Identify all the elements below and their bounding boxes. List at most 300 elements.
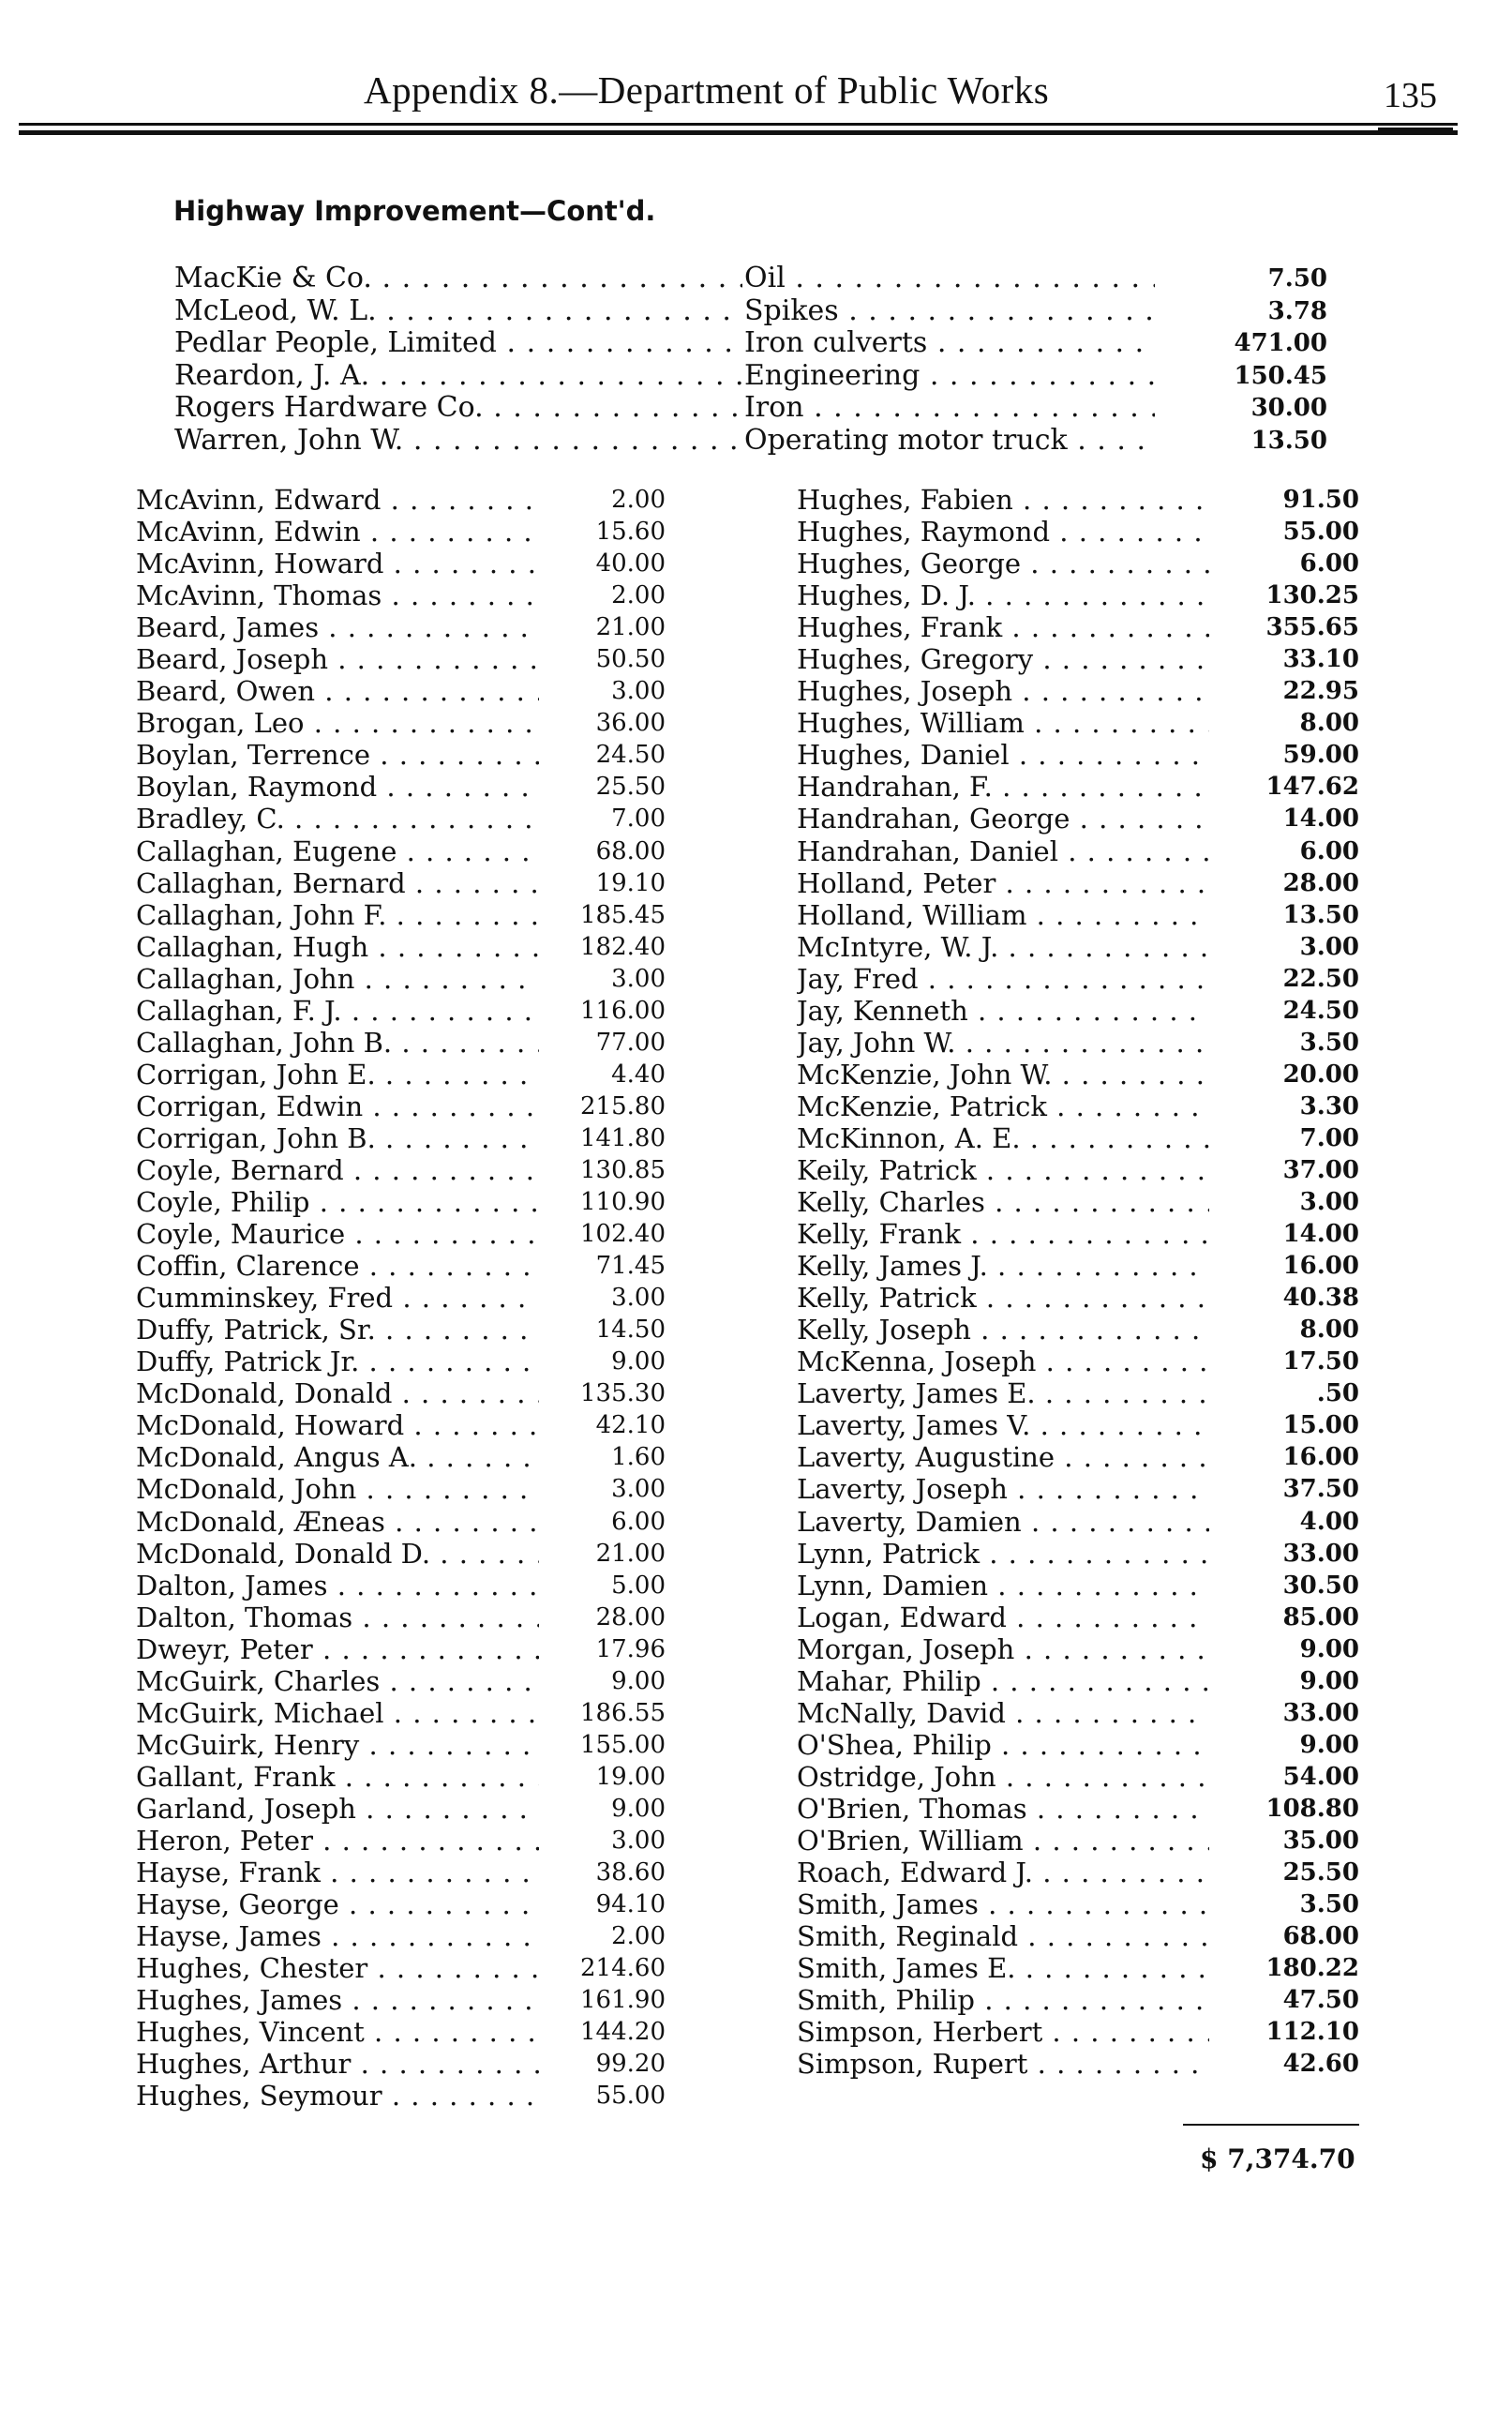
header-rule-accent (1378, 128, 1453, 135)
worker-row (136, 1697, 698, 1729)
worker-amount: 47.50 (1282, 1986, 1359, 2015)
worker-name: O'Brien, William . . . (797, 1825, 1209, 1857)
worker-amount: 21.00 (595, 1539, 666, 1568)
worker-amount: 68.00 (1282, 1922, 1359, 1951)
worker-amount: 5.00 (611, 1571, 666, 1600)
worker-amount: 6.00 (1299, 549, 1359, 579)
worker-name: Holland, William . . . (797, 899, 1209, 931)
worker-name: Kelly, Frank . . . (797, 1218, 1209, 1250)
worker-row (797, 1729, 1359, 1761)
worker-row (136, 579, 698, 611)
worker-amount: 2.00 (611, 486, 666, 514)
worker-name: Kelly, Patrick . . . (797, 1282, 1209, 1314)
worker-amount: 3.00 (611, 964, 666, 993)
contractor-row (174, 392, 1374, 425)
worker-name: Hughes, James . . . (136, 1984, 539, 2016)
worker-name: McKenzie, John W. . . . (797, 1059, 1209, 1090)
worker-amount: 85.00 (1282, 1602, 1359, 1632)
worker-row (136, 1346, 698, 1377)
worker-amount: 3.00 (1299, 1188, 1359, 1217)
worker-row (136, 484, 698, 516)
worker-name: Kelly, Charles . . . (797, 1186, 1209, 1218)
worker-name: Lynn, Patrick . . . (797, 1538, 1209, 1570)
worker-row (136, 1314, 698, 1346)
worker-row (136, 963, 698, 995)
worker-row (136, 611, 698, 643)
worker-name: Laverty, Augustine . . . (797, 1441, 1209, 1473)
page-header-title: Appendix 8.—Department of Public Works (364, 68, 1050, 112)
worker-row (136, 1665, 698, 1697)
worker-amount: 3.50 (1299, 1890, 1359, 1919)
worker-name: Callaghan, Eugene . . . (136, 835, 539, 867)
worker-amount: 130.25 (1265, 581, 1359, 610)
worker-amount: 19.10 (595, 868, 666, 897)
worker-row (136, 516, 698, 548)
worker-row (136, 995, 698, 1027)
worker-name: Smith, James . . . (797, 1888, 1209, 1920)
worker-row (136, 739, 698, 771)
worker-amount: 33.00 (1282, 1539, 1359, 1568)
worker-amount: 33.00 (1282, 1698, 1359, 1727)
worker-amount: 19.00 (595, 1762, 666, 1791)
worker-amount: 185.45 (580, 900, 666, 929)
worker-amount: 42.60 (1282, 2050, 1359, 2079)
worker-name: McAvinn, Edwin . . . (136, 516, 539, 548)
header-rule-thick (19, 130, 1458, 135)
worker-amount: 55.00 (1282, 518, 1359, 547)
worker-name: Morgan, Joseph . . . (797, 1633, 1209, 1665)
worker-row (136, 1793, 698, 1825)
worker-name: McGuirk, Charles . . . (136, 1665, 539, 1697)
worker-amount: 13.50 (1282, 900, 1359, 929)
worker-amount: 36.00 (595, 709, 666, 738)
contractor-name: Rogers Hardware Co. . . . (174, 392, 742, 425)
contractor-name: Pedlar People, Limited . . . (174, 327, 742, 360)
worker-row (797, 1250, 1359, 1282)
worker-row (136, 707, 698, 739)
worker-amount: 55.00 (595, 2082, 666, 2111)
worker-amount: 68.00 (595, 836, 666, 865)
contractor-amount: 7.50 (1267, 264, 1327, 293)
worker-name: Hughes, Gregory . . . (797, 643, 1209, 675)
worker-row (797, 899, 1359, 931)
worker-name: Laverty, Damien . . . (797, 1506, 1209, 1538)
worker-name: McKenna, Joseph . . . (797, 1346, 1209, 1377)
worker-name: Laverty, James V. . . . (797, 1409, 1209, 1441)
worker-amount: 3.30 (1299, 1091, 1359, 1120)
worker-amount: 9.00 (611, 1347, 666, 1376)
worker-amount: 155.00 (580, 1730, 666, 1759)
worker-amount: 116.00 (580, 996, 666, 1025)
worker-row (136, 1570, 698, 1601)
worker-amount: 50.50 (595, 645, 666, 674)
worker-row (136, 835, 698, 867)
worker-name: Coyle, Philip . . . (136, 1186, 539, 1218)
workers-list-right (797, 484, 1359, 2080)
worker-name: McAvinn, Howard . . . (136, 548, 539, 579)
worker-row (797, 1697, 1359, 1729)
worker-row (797, 963, 1359, 995)
worker-amount: 3.00 (611, 1475, 666, 1504)
contractor-row (174, 360, 1374, 393)
worker-row (797, 803, 1359, 835)
worker-row (797, 1538, 1359, 1570)
worker-name: McDonald, Æneas . . . (136, 1506, 539, 1538)
grand-total: $ 7,374.70 (1200, 2143, 1355, 2174)
worker-name: Callaghan, John . . . (136, 963, 539, 995)
worker-amount: 130.85 (580, 1155, 666, 1184)
worker-name: McDonald, Donald . . . (136, 1377, 539, 1409)
worker-name: Coyle, Bernard . . . (136, 1154, 539, 1186)
worker-name: Laverty, James E. . . . (797, 1377, 1209, 1409)
worker-row (797, 1857, 1359, 1888)
worker-row (136, 1186, 698, 1218)
worker-row (797, 1122, 1359, 1154)
worker-name: Simpson, Rupert . . . (797, 2048, 1209, 2080)
worker-name: Callaghan, John F. . . . (136, 899, 539, 931)
worker-amount: 186.55 (580, 1698, 666, 1727)
worker-amount: 40.00 (595, 549, 666, 579)
worker-row (136, 1984, 698, 2016)
worker-name: McGuirk, Michael . . . (136, 1697, 539, 1729)
worker-name: Hughes, Raymond . . . (797, 516, 1209, 548)
worker-row (797, 1888, 1359, 1920)
worker-amount: 3.50 (1299, 1028, 1359, 1057)
worker-row (797, 707, 1359, 739)
worker-row (797, 1314, 1359, 1346)
worker-amount: 4.00 (1299, 1507, 1359, 1536)
worker-name: McAvinn, Edward . . . (136, 484, 539, 516)
worker-row (136, 1633, 698, 1665)
worker-amount: 147.62 (1265, 773, 1359, 802)
worker-amount: 40.38 (1282, 1284, 1359, 1313)
worker-name: Lynn, Damien . . . (797, 1570, 1209, 1601)
worker-amount: 182.40 (580, 932, 666, 961)
worker-name: Jay, John W. . . . (797, 1027, 1209, 1059)
worker-row (797, 739, 1359, 771)
worker-amount: 21.00 (595, 613, 666, 642)
worker-name: Corrigan, John B. . . . (136, 1122, 539, 1154)
worker-amount: 37.50 (1282, 1475, 1359, 1504)
worker-row (797, 1506, 1359, 1538)
contractor-row (174, 327, 1374, 360)
worker-amount: 6.00 (1299, 836, 1359, 865)
worker-amount: 71.45 (595, 1252, 666, 1281)
worker-name: McNally, David . . . (797, 1697, 1209, 1729)
worker-name: Brogan, Leo . . . (136, 707, 539, 739)
worker-amount: 180.22 (1265, 1954, 1359, 1983)
worker-row (136, 1473, 698, 1505)
worker-name: Smith, Reginald . . . (797, 1920, 1209, 1952)
worker-amount: 135.30 (580, 1379, 666, 1408)
worker-row (136, 771, 698, 803)
worker-row (136, 1122, 698, 1154)
worker-row (797, 1027, 1359, 1059)
worker-name: McGuirk, Henry . . . (136, 1729, 539, 1761)
worker-amount: 16.00 (1282, 1443, 1359, 1472)
worker-row (797, 1793, 1359, 1825)
worker-name: Cumminskey, Fred . . . (136, 1282, 539, 1314)
worker-row (136, 1888, 698, 1920)
worker-row (136, 1857, 698, 1888)
worker-amount: 35.00 (1282, 1826, 1359, 1855)
worker-name: Hughes, Arthur . . . (136, 2048, 539, 2080)
worker-row (797, 1665, 1359, 1697)
worker-name: McDonald, Howard . . . (136, 1409, 539, 1441)
worker-amount: 3.00 (611, 677, 666, 706)
worker-row (797, 643, 1359, 675)
worker-row (136, 1761, 698, 1793)
contractor-row (174, 263, 1374, 295)
worker-name: Handrahan, F. . . . (797, 771, 1209, 803)
worker-row (797, 484, 1359, 516)
worker-row (797, 611, 1359, 643)
worker-amount: 2.00 (611, 581, 666, 610)
worker-amount: 144.20 (580, 2018, 666, 2047)
worker-name: Gallant, Frank . . . (136, 1761, 539, 1793)
worker-name: McDonald, Donald D. . . . (136, 1538, 539, 1570)
worker-amount: 3.00 (611, 1284, 666, 1313)
worker-amount: 4.40 (611, 1060, 666, 1089)
worker-amount: 59.00 (1282, 741, 1359, 770)
worker-row (136, 1506, 698, 1538)
worker-name: Dalton, James . . . (136, 1570, 539, 1601)
worker-name: Hughes, Fabien . . . (797, 484, 1209, 516)
worker-amount: 7.00 (1299, 1123, 1359, 1152)
worker-name: Beard, James . . . (136, 611, 539, 643)
worker-name: Hughes, Frank . . . (797, 611, 1209, 643)
worker-amount: 38.60 (595, 1858, 666, 1887)
worker-row (136, 1154, 698, 1186)
worker-name: Boylan, Terrence . . . (136, 739, 539, 771)
worker-amount: 9.00 (1299, 1634, 1359, 1663)
worker-amount: 214.60 (580, 1954, 666, 1983)
worker-name: Callaghan, Bernard . . . (136, 867, 539, 899)
worker-row (797, 1825, 1359, 1857)
worker-amount: 9.00 (1299, 1666, 1359, 1695)
worker-amount: 30.50 (1282, 1571, 1359, 1600)
contractor-amount: 471.00 (1234, 329, 1327, 357)
worker-name: Heron, Peter . . . (136, 1825, 539, 1857)
contractor-name: Reardon, J. A. . . . (174, 360, 742, 393)
worker-row (136, 643, 698, 675)
contractor-amount: 13.50 (1250, 426, 1327, 455)
contractor-amount: 150.45 (1234, 361, 1327, 390)
worker-name: Hayse, Frank . . . (136, 1857, 539, 1888)
worker-name: Callaghan, Hugh . . . (136, 931, 539, 963)
worker-amount: 94.10 (595, 1890, 666, 1919)
worker-row (797, 1090, 1359, 1122)
worker-row (797, 1377, 1359, 1409)
worker-name: Bradley, C. . . . (136, 803, 539, 835)
contractor-amount: 3.78 (1267, 296, 1327, 325)
worker-amount: 15.60 (595, 518, 666, 547)
worker-row (136, 2048, 698, 2080)
worker-name: McKenzie, Patrick . . . (797, 1090, 1209, 1122)
worker-name: McKinnon, A. E. . . . (797, 1122, 1209, 1154)
worker-amount: 6.00 (611, 1507, 666, 1536)
worker-name: Hughes, William . . . (797, 707, 1209, 739)
contractor-name: MacKie & Co. . . . (174, 263, 742, 295)
worker-amount: 22.95 (1282, 677, 1359, 706)
worker-amount: 33.10 (1282, 645, 1359, 674)
worker-row (797, 1186, 1359, 1218)
worker-row (136, 548, 698, 579)
worker-amount: .50 (1316, 1379, 1359, 1408)
worker-name: Hughes, D. J. . . . (797, 579, 1209, 611)
worker-name: Callaghan, F. J. . . . (136, 995, 539, 1027)
worker-amount: 9.00 (1299, 1730, 1359, 1759)
worker-row (797, 579, 1359, 611)
worker-name: Smith, Philip . . . (797, 1984, 1209, 2016)
worker-name: McAvinn, Thomas . . . (136, 579, 539, 611)
worker-name: McIntyre, W. J. . . . (797, 931, 1209, 963)
contractor-list (174, 263, 1374, 457)
worker-amount: 37.00 (1282, 1155, 1359, 1184)
worker-row (136, 1729, 698, 1761)
worker-name: Corrigan, John E. . . . (136, 1059, 539, 1090)
worker-name: Corrigan, Edwin . . . (136, 1090, 539, 1122)
worker-row (136, 899, 698, 931)
worker-amount: 28.00 (595, 1602, 666, 1632)
worker-name: McDonald, Angus A. . . . (136, 1441, 539, 1473)
worker-name: Hughes, George . . . (797, 548, 1209, 579)
worker-name: Smith, James E. . . . (797, 1952, 1209, 1984)
worker-row (136, 1027, 698, 1059)
contractor-item: Iron . . . (744, 392, 1155, 425)
worker-amount: 9.00 (611, 1794, 666, 1823)
worker-amount: 355.65 (1265, 613, 1359, 642)
worker-name: Kelly, Joseph . . . (797, 1314, 1209, 1346)
worker-amount: 42.10 (595, 1411, 666, 1440)
contractor-item: Operating motor truck . . . (744, 425, 1155, 458)
worker-amount: 17.96 (595, 1634, 666, 1663)
worker-row (136, 1920, 698, 1952)
worker-row (797, 867, 1359, 899)
worker-row (136, 2080, 698, 2112)
worker-row (797, 931, 1359, 963)
worker-row (136, 931, 698, 963)
worker-row (136, 675, 698, 707)
total-rule (1183, 2124, 1359, 2126)
worker-row (136, 1441, 698, 1473)
worker-row (136, 867, 698, 899)
worker-name: Hayse, James . . . (136, 1920, 539, 1952)
contractor-item: Iron culverts . . . (744, 327, 1155, 360)
worker-amount: 25.50 (1282, 1858, 1359, 1887)
worker-name: Roach, Edward J. . . . (797, 1857, 1209, 1888)
worker-row (136, 1250, 698, 1282)
worker-row (797, 1154, 1359, 1186)
worker-name: Dalton, Thomas . . . (136, 1601, 539, 1633)
worker-amount: 77.00 (595, 1028, 666, 1057)
contractor-item: Spikes . . . (744, 295, 1155, 328)
worker-name: Simpson, Herbert . . . (797, 2016, 1209, 2048)
worker-row (136, 1218, 698, 1250)
worker-amount: 3.00 (1299, 932, 1359, 961)
worker-row (136, 803, 698, 835)
worker-amount: 108.80 (1265, 1794, 1359, 1823)
worker-name: O'Shea, Philip . . . (797, 1729, 1209, 1761)
worker-amount: 16.00 (1282, 1252, 1359, 1281)
worker-amount: 8.00 (1299, 1316, 1359, 1345)
worker-name: Duffy, Patrick Jr. . . . (136, 1346, 539, 1377)
worker-row (136, 1601, 698, 1633)
worker-name: Logan, Edward . . . (797, 1601, 1209, 1633)
worker-amount: 112.10 (1265, 2018, 1359, 2047)
worker-name: Hughes, Joseph . . . (797, 675, 1209, 707)
worker-row (797, 1952, 1359, 1984)
worker-name: McDonald, John . . . (136, 1473, 539, 1505)
worker-amount: 9.00 (611, 1666, 666, 1695)
worker-name: Keily, Patrick . . . (797, 1154, 1209, 1186)
worker-row (136, 1825, 698, 1857)
worker-name: Jay, Fred . . . (797, 963, 1209, 995)
worker-amount: 91.50 (1282, 486, 1359, 514)
worker-row (797, 675, 1359, 707)
worker-row (136, 1377, 698, 1409)
worker-row (136, 1538, 698, 1570)
worker-amount: 20.00 (1282, 1060, 1359, 1089)
worker-row (136, 1090, 698, 1122)
worker-name: Handrahan, Daniel . . . (797, 835, 1209, 867)
worker-amount: 14.00 (1282, 1220, 1359, 1249)
worker-amount: 22.50 (1282, 964, 1359, 993)
worker-amount: 1.60 (611, 1443, 666, 1472)
worker-name: Hughes, Vincent . . . (136, 2016, 539, 2048)
worker-row (136, 1059, 698, 1090)
worker-amount: 215.80 (580, 1091, 666, 1120)
contractor-name: Warren, John W. . . . (174, 425, 742, 458)
worker-name: Coyle, Maurice . . . (136, 1218, 539, 1250)
contractor-item: Oil . . . (744, 263, 1155, 295)
contractor-item: Engineering . . . (744, 360, 1155, 393)
worker-name: Boylan, Raymond . . . (136, 771, 539, 803)
section-title: Highway Improvement—Cont'd. (173, 195, 656, 227)
contractor-row (174, 295, 1374, 328)
worker-amount: 54.00 (1282, 1762, 1359, 1791)
worker-name: Handrahan, George . . . (797, 803, 1209, 835)
worker-row (797, 1346, 1359, 1377)
worker-name: Jay, Kenneth . . . (797, 995, 1209, 1027)
contractor-row (174, 425, 1374, 458)
worker-amount: 161.90 (580, 1986, 666, 2015)
worker-name: Duffy, Patrick, Sr. . . . (136, 1314, 539, 1346)
worker-name: Hayse, George . . . (136, 1888, 539, 1920)
worker-row (797, 1601, 1359, 1633)
worker-amount: 2.00 (611, 1922, 666, 1951)
worker-amount: 8.00 (1299, 709, 1359, 738)
worker-name: Ostridge, John . . . (797, 1761, 1209, 1793)
header-rule (19, 123, 1458, 126)
worker-row (797, 1984, 1359, 2016)
page-number: 135 (1384, 76, 1437, 115)
worker-amount: 25.50 (595, 773, 666, 802)
worker-name: Beard, Joseph . . . (136, 643, 539, 675)
worker-name: Hughes, Daniel . . . (797, 739, 1209, 771)
worker-name: Dweyr, Peter . . . (136, 1633, 539, 1665)
worker-amount: 15.00 (1282, 1411, 1359, 1440)
contractor-amount: 30.00 (1250, 394, 1327, 422)
worker-amount: 28.00 (1282, 868, 1359, 897)
worker-row (797, 2048, 1359, 2080)
worker-name: O'Brien, Thomas . . . (797, 1793, 1209, 1825)
worker-row (797, 1059, 1359, 1090)
worker-name: Callaghan, John B. . . . (136, 1027, 539, 1059)
workers-list-left (136, 484, 698, 2112)
worker-row (136, 1409, 698, 1441)
worker-amount: 14.50 (595, 1316, 666, 1345)
